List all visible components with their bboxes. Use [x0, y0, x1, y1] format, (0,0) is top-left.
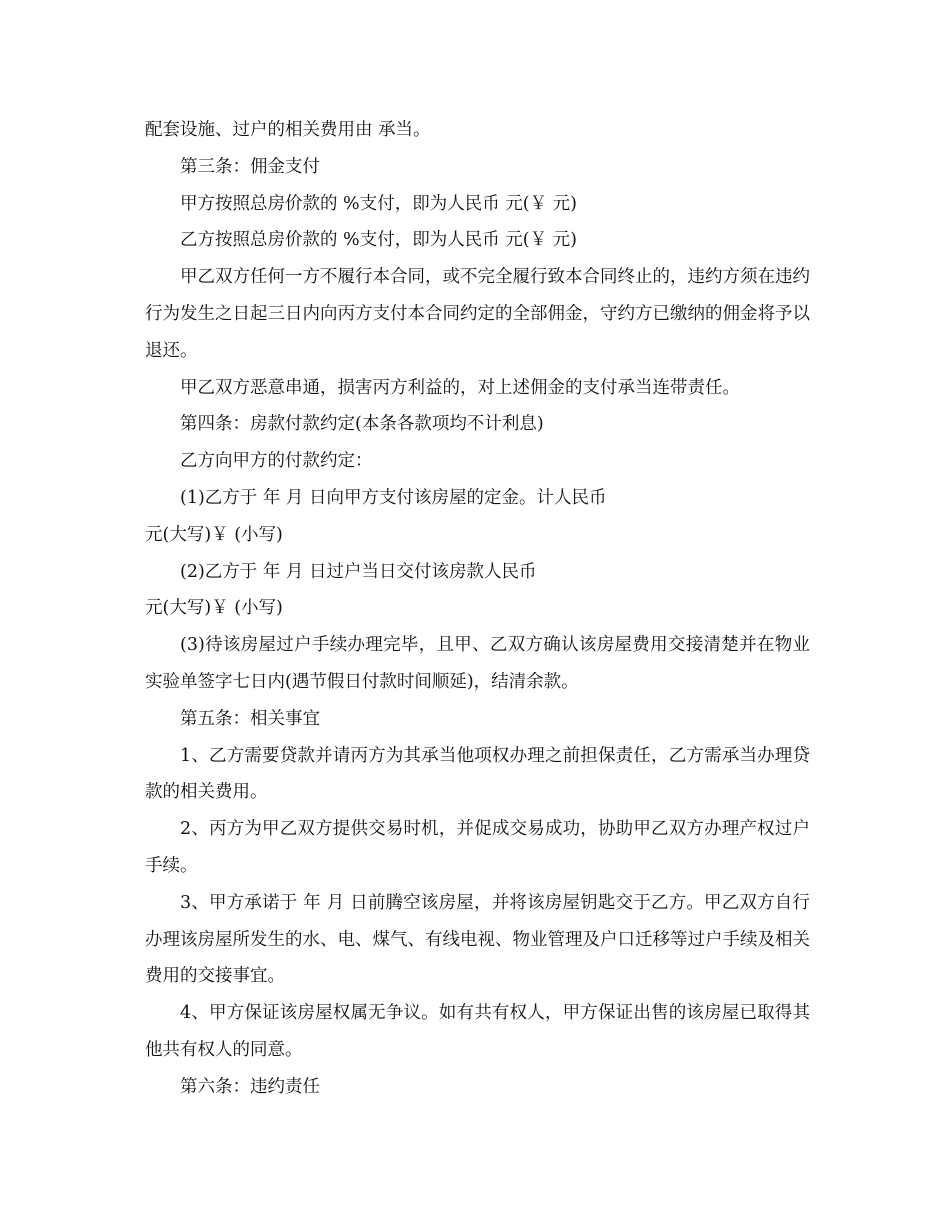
article-6-heading: 第六条：违约责任 — [180, 1076, 320, 1097]
paragraph-payment-item-1-amount: 元(大写)￥ (小写) — [145, 524, 283, 545]
paragraph-breach-commission: 甲乙双方任何一方不履行本合同，或不完全履行致本合同终止的，违约方须在违约行为发生之日起三日内向丙方支付本合同约定的全部佣金，守约方已缴纳的佣金将予以退还。 — [145, 267, 810, 361]
paragraph-payment-item-1: (1)乙方于 年 月 日向甲方支付该房屋的定金。计人民币 — [180, 487, 607, 508]
paragraph-payment-item-3: (3)待该房屋过户手续办理完毕，且甲、乙双方确认该房屋费用交接清楚并在物业实验单签字七日内(遇节假日付款时间顺延)，结清余款。 — [145, 635, 810, 692]
article-5-heading: 第五条：相关事宜 — [180, 708, 320, 729]
paragraph-matter-3: 3、甲方承诺于 年 月 日前腾空该房屋，并将该房屋钥匙交于乙方。甲乙双方自行办理该房屋所发生的水、电、煤气、有线电视、物业管理及户口迁移等过户手续及相关费用的交接事宜。 — [145, 892, 810, 987]
paragraph-payment-item-2-amount: 元(大写)￥ (小写) — [145, 598, 283, 619]
paragraph-matter-4: 4、甲方保证该房屋权属无争议。如有共有权人，甲方保证出售的该房屋已取得其他共有权人的同意。 — [145, 1003, 810, 1060]
paragraph-matter-1: 1、乙方需要贷款并请丙方为其承当他项权办理之前担保责任，乙方需承当办理贷款的相关费用。 — [145, 745, 810, 803]
document-body — [145, 112, 810, 1106]
paragraph-payment-agreement: 乙方向甲方的付款约定： — [180, 451, 373, 472]
paragraph-matter-2: 2、丙方为甲乙双方提供交易时机，并促成交易成功，协助甲乙双方办理产权过户手续。 — [145, 819, 810, 876]
paragraph-party-a-commission: 甲方按照总房价款的 %支付，即为人民币 元(￥ 元) — [180, 193, 577, 214]
article-3-heading: 第三条：佣金支付 — [180, 156, 320, 177]
paragraph-party-b-commission: 乙方按照总房价款的 %支付，即为人民币 元(￥ 元) — [180, 230, 577, 251]
article-4-heading: 第四条：房款付款约定(本条各款项均不计利息) — [180, 414, 544, 435]
paragraph-payment-item-2: (2)乙方于 年 月 日过户当日交付该房款人民币 — [180, 561, 537, 582]
paragraph-collusion-liability: 甲乙双方恶意串通，损害丙方利益的，对上述佣金的支付承当连带责任。 — [180, 377, 740, 398]
paragraph-fee-responsibility: 配套设施、过户的相关费用由 承当。 — [145, 120, 431, 140]
